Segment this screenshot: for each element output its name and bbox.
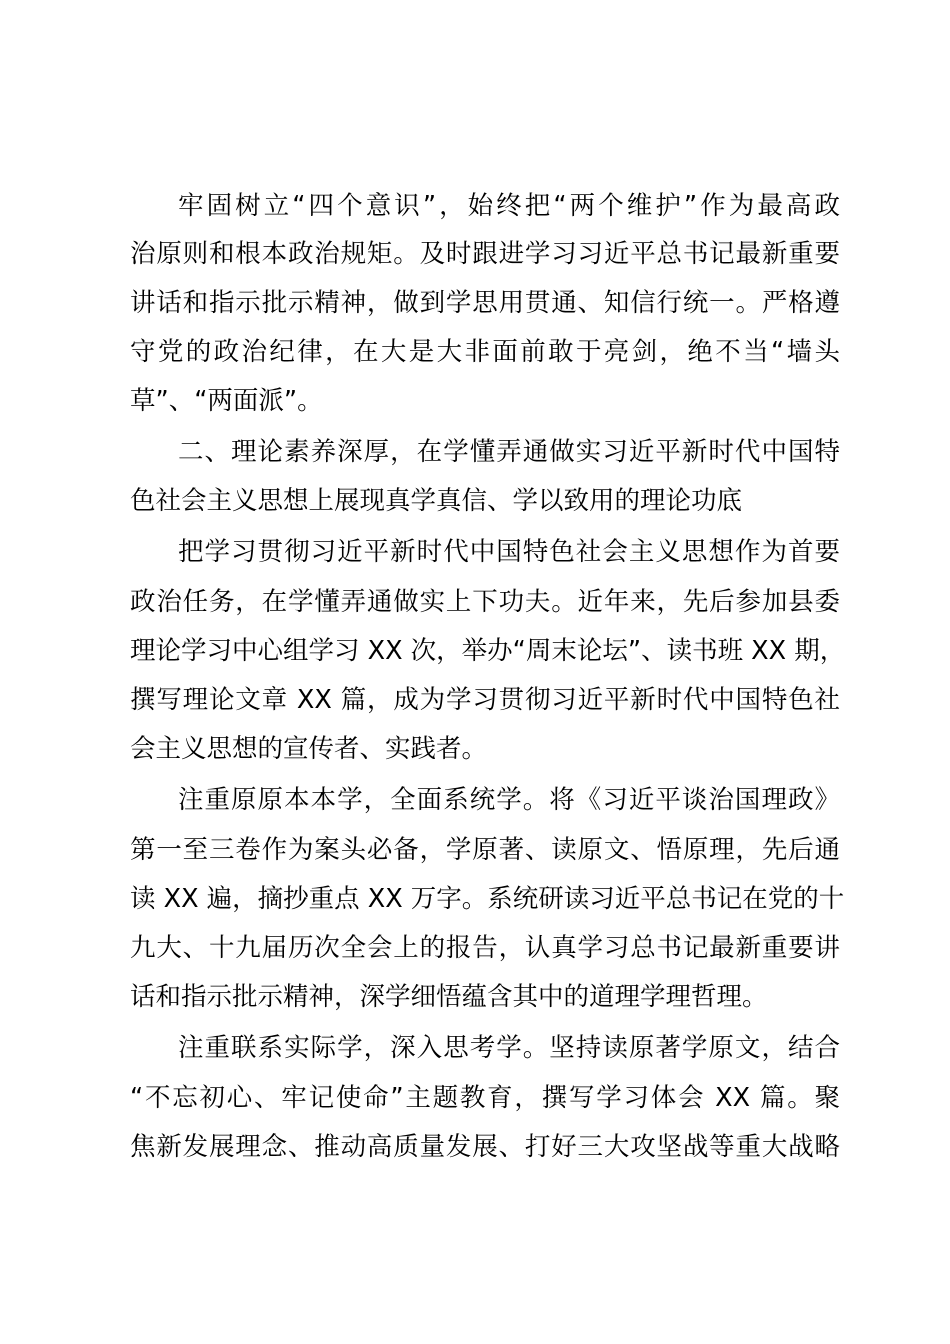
paragraph-1-line-3: 讲话和指示批示精神，做到学思用贯通、知信行统一。严格遵: [130, 288, 840, 318]
paragraph-1-line-1: 牢固树立“四个意识”，始终把“两个维护”作为最高政: [178, 191, 840, 221]
paragraph-3-line-5: 话和指示批示精神，深学细悟蕴含其中的道理学理哲理。: [130, 982, 768, 1012]
paragraph-1-line-5: 草”、“两面派”。: [130, 386, 323, 416]
paragraph-3-line-2: 第一至三卷作为案头必备，学原著、读原文、悟原理，先后通: [130, 835, 840, 865]
paragraph-2-line-1: 把学习贯彻习近平新时代中国特色社会主义思想作为首要: [178, 537, 840, 567]
paragraph-3-line-1: 注重原原本本学，全面系统学。将《习近平谈治国理政》: [178, 785, 840, 815]
paragraph-1-line-2: 治原则和根本政治规矩。及时跟进学习习近平总书记最新重要: [130, 239, 840, 269]
paragraph-4-line-3: 焦新发展理念、推动高质量发展、打好三大攻坚战等重大战略: [130, 1132, 840, 1162]
paragraph-2-line-3: 理论学习中心组学习 XX 次，举办“周末论坛”、读书班 XX 期，: [130, 636, 846, 666]
paragraph-2-line-2: 政治任务，在学懂弄通做实上下功夫。近年来，先后参加县委: [130, 587, 840, 617]
paragraph-3-line-3: 读 XX 遍，摘抄重点 XX 万字。系统研读习近平总书记在党的十: [130, 884, 845, 914]
paragraph-2-line-4: 撰写理论文章 XX 篇，成为学习贯彻习近平新时代中国特色社: [130, 685, 840, 715]
section-heading-line-2: 色社会主义思想上展现真学真信、学以致用的理论功底: [130, 486, 743, 516]
paragraph-2-line-5: 会主义思想的宣传者、实践者。: [130, 734, 488, 764]
paragraph-1-line-4: 守党的政治纪律，在大是大非面前敢于亮剑，绝不当“墙头: [130, 337, 840, 367]
paragraph-4-line-2: “不忘初心、牢记使命”主题教育，撰写学习体会 XX 篇。聚: [130, 1083, 840, 1113]
section-heading-line-1: 二、理论素养深厚，在学懂弄通做实习近平新时代中国特: [178, 437, 840, 467]
paragraph-3-line-4: 九大、十九届历次全会上的报告，认真学习总书记最新重要讲: [130, 933, 840, 963]
paragraph-4-line-1: 注重联系实际学，深入思考学。坚持读原著学原文，结合: [178, 1033, 840, 1063]
